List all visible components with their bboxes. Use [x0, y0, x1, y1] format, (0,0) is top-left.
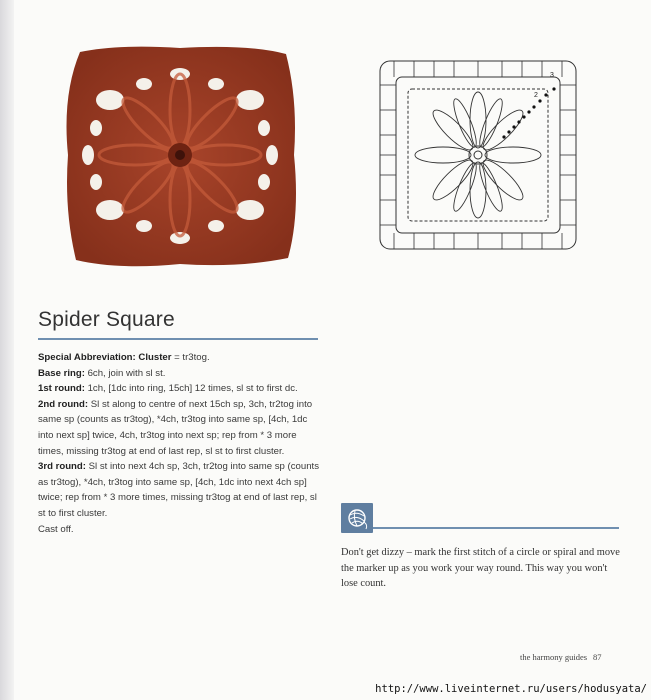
cast-off: Cast off.: [38, 523, 74, 535]
crochet-chart-diagram: [374, 55, 582, 255]
page-footer: [520, 652, 602, 662]
tip-badge: [341, 503, 373, 533]
round-1: [38, 381, 320, 397]
special-abbreviation-value: = tr3tog.: [174, 352, 210, 363]
special-abbreviation-label: Special Abbreviation: Cluster: [38, 352, 172, 363]
base-ring-text: 6ch, join with sl st.: [87, 367, 166, 379]
base-ring: [38, 366, 320, 382]
special-abbreviation: [38, 350, 320, 366]
round-3-text: Sl st into next 4ch sp, 3ch, tr2tog into same sp (counts as tr3tog), *4ch, tr3tog into same sp, [4ch, 1dc into next 4ch sp] twice; rep from * 3 more times, missing tr3tog at end of last rep, sl st to first cluster.: [38, 461, 320, 519]
footer-guide-name: the harmony guides: [520, 652, 588, 662]
round-label-3: 3: [550, 72, 554, 79]
title-divider: [38, 338, 318, 340]
round-3-label: 3rd round:: [38, 461, 86, 473]
round-1-text: 1ch, [1dc into ring, 15ch] 12 times, sl st to first dc.: [87, 383, 298, 395]
tip-divider: [373, 527, 619, 529]
round-2-text: Sl st along to centre of next 15ch sp, 3ch, tr2tog into same sp (counts as tr3tog), *4ch, tr3tog into same sp, [4ch, 1dc into next sp] twice, 4ch, tr3tog into next sp; rep from * 3 more times, missing tr3tog at end of last rep, sl st to first cluster.: [38, 398, 313, 457]
base-ring-label: Base ring:: [38, 367, 85, 379]
pattern-instructions: [38, 350, 320, 537]
round-2-label: 2nd round:: [38, 398, 89, 410]
watermark-url: http://www.liveinternet.ru/users/hodusyata/: [375, 683, 647, 695]
page-number: 87: [593, 652, 602, 662]
yarn-ball-icon: [341, 503, 373, 533]
round-2: [38, 397, 320, 459]
round-1-label: 1st round:: [38, 383, 85, 395]
swatch-photo: [58, 40, 303, 270]
page-gutter: [0, 0, 14, 700]
round-3: [38, 459, 320, 521]
round-label-2: 2: [534, 92, 538, 99]
pattern-title: Spider Square: [38, 308, 175, 331]
tip-text: Don't get dizzy – mark the first stitch of a circle or spiral and move the marker up as you work your way round. This way you won't lose count.: [341, 547, 620, 590]
